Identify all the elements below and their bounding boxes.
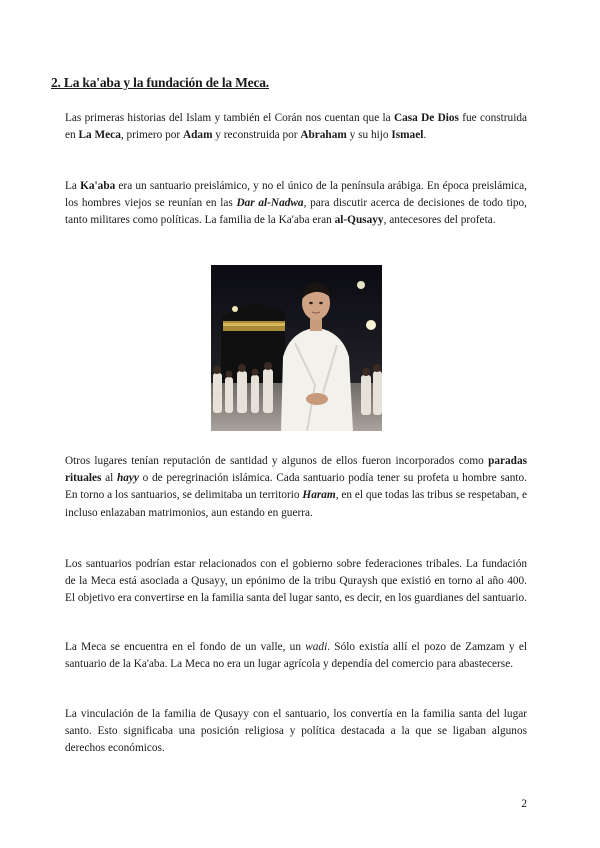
bold-term: al-Qusayy <box>334 214 384 227</box>
text: La <box>65 180 81 192</box>
text: , para discutir acerca de decisiones de todo tipo, tanto militares como políticas. La familia de la Ka'aba eran <box>65 197 527 227</box>
bold-term: Adam <box>182 129 213 142</box>
text: y su hijo <box>346 129 392 142</box>
paragraph-6: La vinculación de la familia de Qusayy con el santuario, los convertía en la familia santa del lugar santo. Esto significaba una posición religiosa y política destacada a la que se ligaban algunos derechos económicos. <box>65 708 527 755</box>
paragraph-4: Los santuarios podrían estar relacionados con el gobierno sobre federaciones tribales. La fundación de la Meca está asociada a Qusayy, un epónimo de la tribu Quraysh que existió en torno al año 400. El objetivo era convertirse en la familia santa del lugar santo, es decir, en los guardianes del santuario. <box>65 558 527 605</box>
bold-term: Ka'aba <box>80 180 116 192</box>
paragraph-3 <box>65 453 527 522</box>
text: La Meca se encuentra en el fondo de un valle, un <box>65 641 306 653</box>
paragraph-5 <box>65 639 527 673</box>
bold-italic-term: Dar al-Nadwa <box>236 197 304 210</box>
text: y reconstruida por <box>212 129 301 142</box>
bold-term: Abraham <box>300 129 347 142</box>
page-number: 2 <box>521 798 527 810</box>
bold-term: La Meca <box>78 129 121 142</box>
text: , en el que todas las tribus se respetaban, e incluso enlazaban matrimonios, aun estando en guerra. <box>65 489 527 519</box>
text: Las primeras historias del Islam y también el Corán nos cuentan que la <box>65 112 394 124</box>
text: , antecesores del profeta. <box>383 214 496 227</box>
bold-italic-term: hayy <box>116 472 139 485</box>
italic-term: wadi <box>305 641 328 653</box>
text: . <box>423 129 427 142</box>
paragraph-1 <box>65 110 527 144</box>
text: o de peregrinación islámica. Cada santuario podía tener su profeta u hombre santo. En torno a los santuarios, se delimitaba un territorio <box>65 472 527 502</box>
kaaba-photo <box>211 265 382 431</box>
bold-italic-term: Haram <box>302 489 336 502</box>
text: era un santuario preislámico, y no el único de la península arábiga. En época preislámica, los hombres viejos se reunían en las <box>65 180 527 210</box>
text: . Sólo existía allí el pozo de Zamzam y el santuario de la Ka'aba. La Meca no era un lugar agrícola y dependía del comercio para abastecerse. <box>65 641 527 671</box>
section-heading: 2. La ka'aba y la fundación de la Meca. <box>51 75 269 90</box>
text: , primero por <box>120 129 183 142</box>
text: al <box>101 472 117 485</box>
bold-term: paradas rituales <box>65 455 527 485</box>
kaaba-photo-graphic <box>211 265 382 431</box>
text: Otros lugares tenían reputación de santidad y algunos de ellos fueron incorporados como <box>65 455 489 467</box>
text: fue construida en <box>65 112 527 142</box>
bold-term: Casa De Dios <box>393 112 459 124</box>
paragraph-2 <box>65 178 527 230</box>
bold-term: Ismael <box>391 129 424 142</box>
